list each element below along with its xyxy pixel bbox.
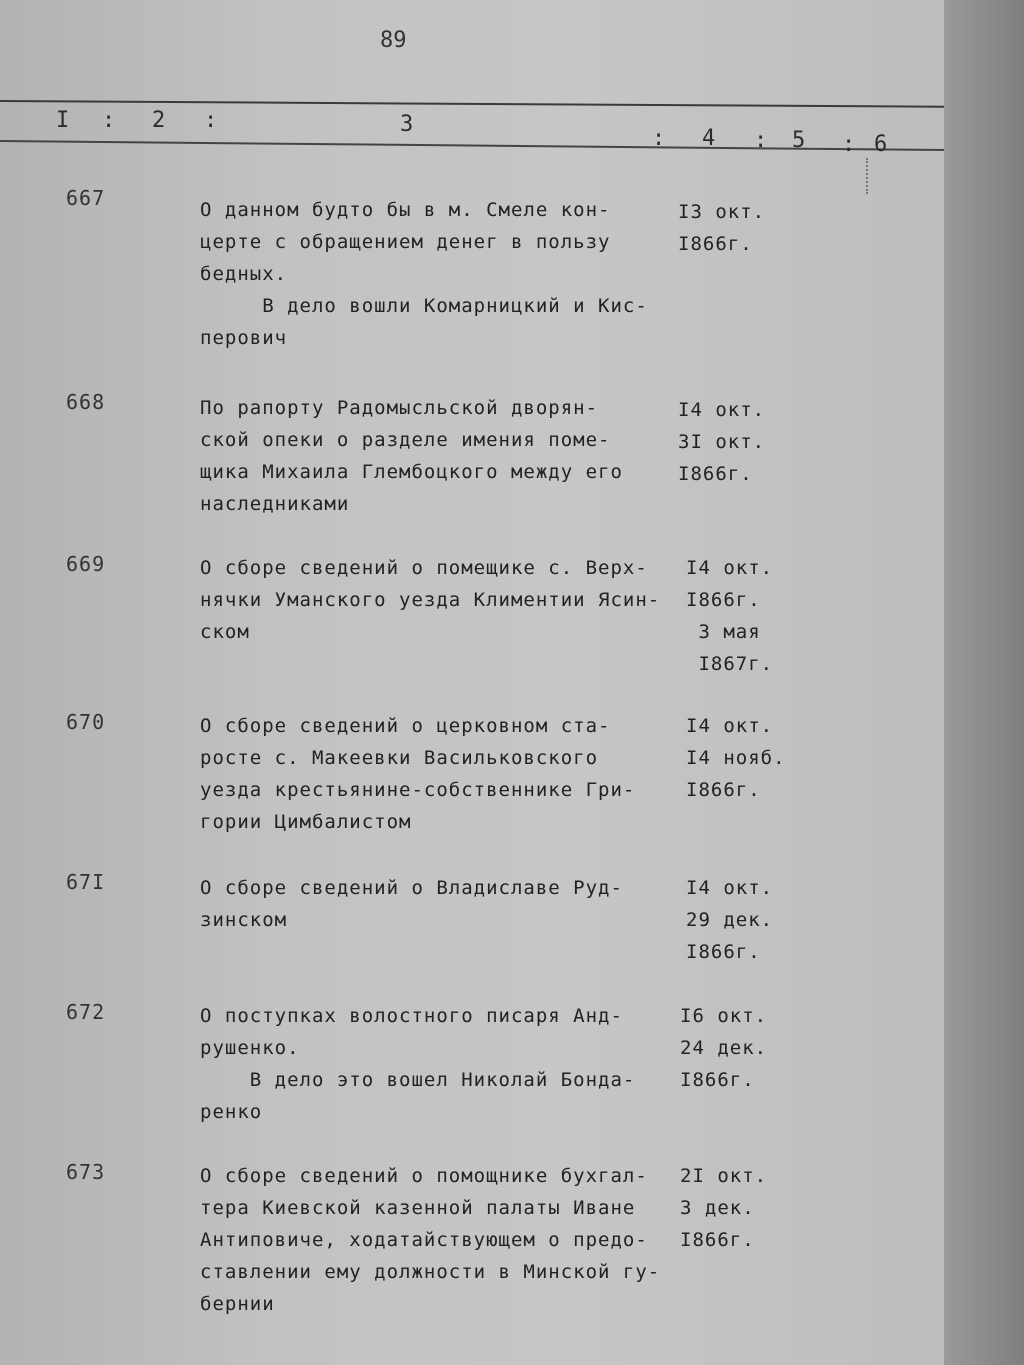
description-line: нячки Уманского уезда Климентии Ясин- [200, 589, 661, 611]
description-line: О сборе сведений о помещике с. Верх- [200, 557, 648, 579]
entry-number: 667 [66, 186, 106, 210]
entry-number: 672 [66, 1000, 106, 1024]
date-line: 2I окт. [680, 1165, 768, 1187]
entry-dates [678, 394, 798, 490]
description-line: ской опеки о разделе имения поме- [200, 429, 611, 451]
date-line: 29 дек. [686, 909, 774, 931]
entry-number: 670 [66, 710, 106, 734]
description-line: Антиповиче, ходатайствующем о предо- [200, 1229, 648, 1251]
column-separator: : [754, 128, 768, 153]
page-number: 89 [380, 28, 407, 53]
column-separator: : [204, 108, 218, 133]
description-line: О сборе сведений о церковном ста- [200, 715, 611, 737]
entry-dates [678, 196, 798, 260]
description-line: щика Михаила Глембоцкого между его [200, 461, 623, 483]
description-line: церте с обращением денег в пользу [200, 231, 611, 253]
entry-dates [686, 710, 806, 806]
entry-number: 67I [66, 870, 106, 894]
column-separator: : [842, 132, 856, 157]
description-line: уезда крестьянине-собственнике Гри- [200, 779, 636, 801]
description-line: бедных. [200, 263, 288, 285]
date-line: 3I окт. [678, 431, 766, 453]
date-line: I866г. [686, 779, 761, 801]
description-line: росте с. Макеевки Васильковского [200, 747, 599, 769]
column-2-header: 2 [152, 108, 166, 133]
entry-dates [686, 552, 806, 680]
description-line: ском [200, 621, 250, 643]
description-line: зинском [200, 909, 288, 931]
header-top-rule [0, 100, 944, 108]
date-line: 24 дек. [680, 1037, 768, 1059]
date-line: I866г. [678, 463, 753, 485]
date-line: I4 окт. [686, 715, 774, 737]
entry-number: 673 [66, 1160, 106, 1184]
date-line: I6 окт. [680, 1005, 768, 1027]
description-line: рушенко. [200, 1037, 300, 1059]
date-line: I4 окт. [678, 399, 766, 421]
column-3-header: 3 [400, 112, 414, 137]
date-line: I866г. [680, 1069, 755, 1091]
margin-dots [866, 158, 872, 194]
date-line: I866г. [686, 941, 761, 963]
entry-dates [686, 872, 806, 968]
date-line: 3 мая [686, 621, 761, 643]
column-4-header: 4 [702, 126, 716, 151]
description-line: О данном будто бы в м. Смеле кон- [200, 199, 611, 221]
date-line: I867г. [686, 653, 774, 675]
description-line: В дело вошли Комарницкий и Кис- [200, 295, 648, 317]
description-line: наследниками [200, 493, 350, 515]
description-line: бернии [200, 1293, 275, 1315]
column-separator: : [102, 108, 116, 133]
page-edge-shadow [944, 0, 1024, 1365]
column-separator: : [652, 126, 666, 151]
entry-dates [680, 1000, 800, 1096]
column-1-header: I [56, 108, 70, 133]
description-line: О сборе сведений о Владиславе Руд- [200, 877, 623, 899]
entry-description [200, 1000, 680, 1128]
entry-description [200, 194, 680, 354]
date-line: I866г. [686, 589, 761, 611]
date-line: 3 дек. [680, 1197, 755, 1219]
entry-number: 669 [66, 552, 106, 576]
entry-description [200, 1160, 680, 1320]
description-line: О сборе сведений о помощнике бухгал- [200, 1165, 648, 1187]
entry-description [200, 552, 680, 648]
entry-dates [680, 1160, 800, 1256]
description-line: гории Цимбалистом [200, 811, 412, 833]
description-line: По рапорту Радомысльской дворян- [200, 397, 599, 419]
entry-number: 668 [66, 390, 106, 414]
date-line: I3 окт. [678, 201, 766, 223]
description-line: ренко [200, 1101, 263, 1123]
date-line: I4 окт. [686, 877, 774, 899]
description-line: В дело это вошел Николай Бонда- [200, 1069, 636, 1091]
entry-description [200, 392, 680, 520]
date-line: I866г. [678, 233, 753, 255]
entry-description [200, 872, 680, 936]
column-5-header: 5 [792, 128, 806, 153]
column-6-header: 6 [874, 132, 888, 157]
description-line: О поступках волостного писаря Анд- [200, 1005, 623, 1027]
description-line: перович [200, 327, 288, 349]
date-line: I4 окт. [686, 557, 774, 579]
date-line: I866г. [680, 1229, 755, 1251]
description-line: ставлении ему должности в Минской гу- [200, 1261, 661, 1283]
date-line: I4 нояб. [686, 747, 786, 769]
entry-description [200, 710, 680, 838]
description-line: тера Киевской казенной палаты Иване [200, 1197, 636, 1219]
